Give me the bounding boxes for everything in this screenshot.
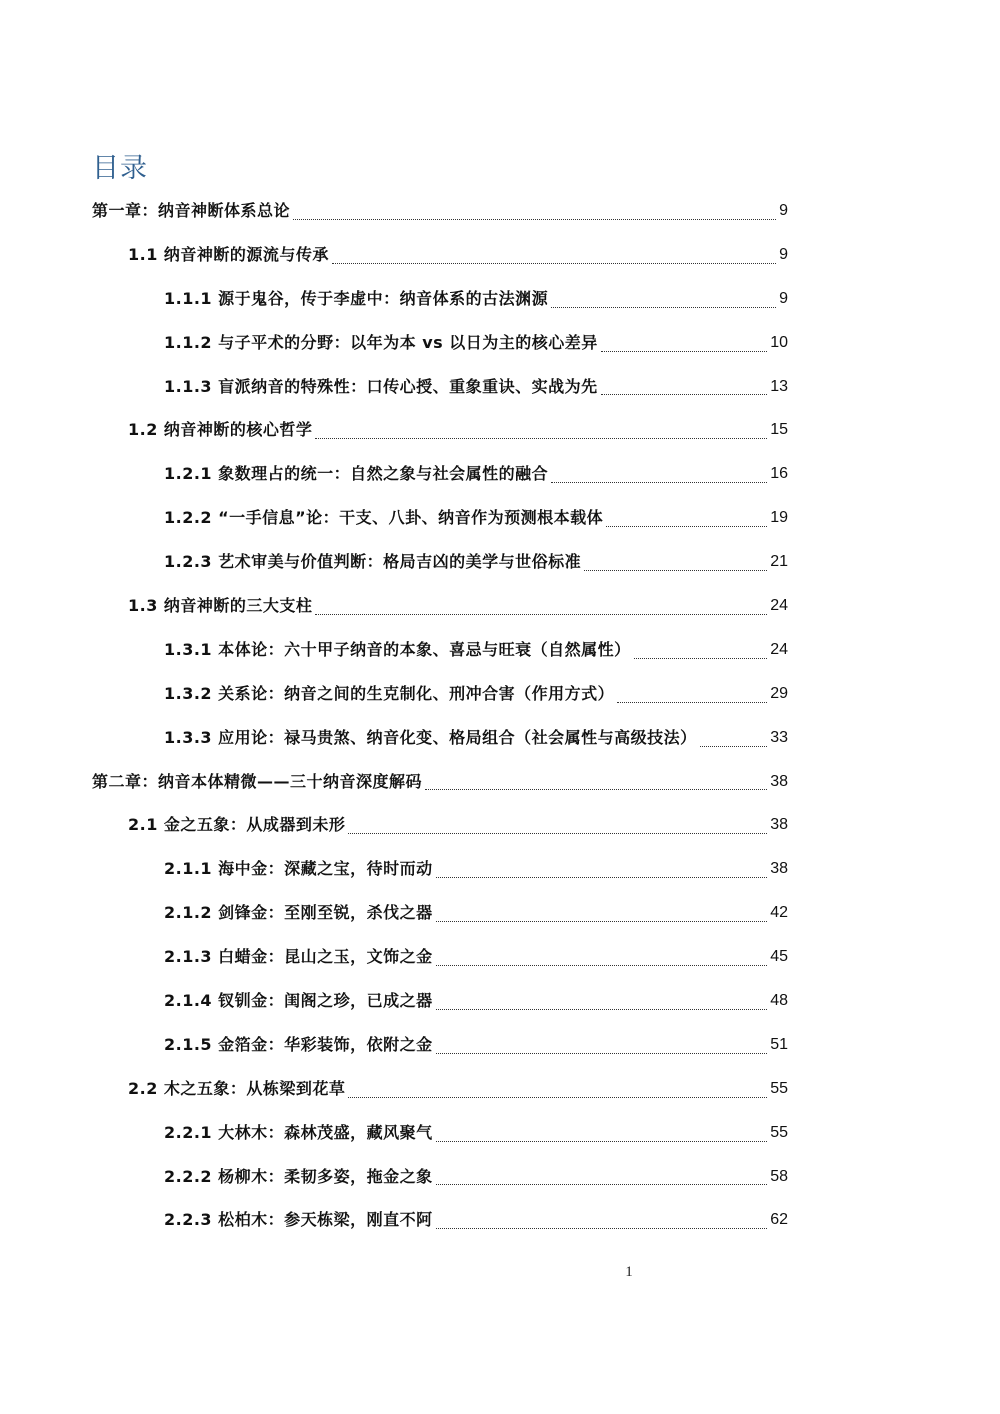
toc-entry[interactable]	[92, 365, 788, 409]
toc-entry-page-number: 10	[770, 333, 788, 351]
dot-leader	[584, 569, 767, 571]
toc-entry-text: 第一章：纳音神断体系总论	[92, 200, 291, 220]
toc-entry-page-number: 55	[770, 1123, 788, 1141]
toc-entry-page-number: 33	[770, 728, 788, 746]
dot-leader	[315, 613, 767, 615]
dot-leader	[700, 745, 768, 747]
dot-leader	[551, 481, 767, 483]
dot-leader	[348, 1096, 767, 1098]
dot-leader	[617, 701, 767, 703]
dot-leader	[436, 1140, 768, 1142]
toc-entry[interactable]	[92, 760, 788, 804]
toc-entry[interactable]	[92, 716, 788, 760]
dot-leader	[425, 788, 767, 790]
toc-entry-text: 2.2.1 大林木：森林茂盛，藏风聚气	[164, 1122, 433, 1142]
dot-leader	[436, 1227, 768, 1229]
toc-entry[interactable]	[92, 452, 788, 496]
toc-entry[interactable]	[92, 935, 788, 979]
toc-entry-text: 2.1.4 钗钏金：闺阁之珍，已成之器	[164, 990, 433, 1010]
toc-entry-page-number: 51	[770, 1035, 788, 1053]
toc-entry[interactable]	[92, 496, 788, 540]
dot-leader	[436, 920, 768, 922]
toc-entry[interactable]	[92, 672, 788, 716]
toc-entry[interactable]	[92, 321, 788, 365]
toc-entry-page-number: 38	[770, 860, 788, 878]
toc-entry-page-number: 9	[779, 245, 788, 263]
toc-entry-page-number: 58	[770, 1167, 788, 1185]
toc-entry-page-number: 9	[779, 201, 788, 219]
toc-entry-page-number: 42	[770, 904, 788, 922]
toc-entry-text: 2.1.3 白蜡金：昆山之玉，文饰之金	[164, 947, 433, 967]
toc-entry-page-number: 24	[770, 640, 788, 658]
dot-leader	[332, 262, 776, 264]
dot-leader	[315, 437, 767, 439]
toc-entry-text: 1.2 纳音神断的核心哲学	[128, 420, 313, 440]
toc-entry-text: 第二章：纳音本体精微——三十纳音深度解码	[92, 771, 423, 791]
dot-leader	[601, 393, 768, 395]
dot-leader	[436, 1183, 768, 1185]
toc-entry-text: 1.1 纳音神断的源流与传承	[128, 244, 329, 264]
toc-entry[interactable]	[92, 803, 788, 847]
toc-entry-page-number: 29	[770, 684, 788, 702]
dot-leader	[436, 1052, 768, 1054]
toc-entry-text: 1.3 纳音神断的三大支柱	[128, 595, 313, 615]
toc-entry[interactable]	[92, 408, 788, 452]
toc-entry[interactable]	[92, 891, 788, 935]
toc-entry[interactable]	[92, 979, 788, 1023]
toc-entry-page-number: 9	[779, 289, 788, 307]
toc-entry-page-number: 16	[770, 465, 788, 483]
dot-leader	[436, 1008, 768, 1010]
toc-entry[interactable]	[92, 540, 788, 584]
toc-entry[interactable]	[92, 189, 788, 233]
toc-entry[interactable]	[92, 1155, 788, 1199]
toc-entry-page-number: 48	[770, 991, 788, 1009]
toc-entry-text: 2.1.1 海中金：深藏之宝，待时而动	[164, 859, 433, 879]
toc-entry[interactable]	[92, 277, 788, 321]
toc-entry[interactable]	[92, 233, 788, 277]
toc-entry-text: 2.2.3 松柏木：参天栋梁，刚直不阿	[164, 1210, 433, 1230]
toc-entry-page-number: 21	[770, 553, 788, 571]
toc-title: 目录	[92, 153, 148, 184]
dot-leader	[293, 218, 776, 220]
toc-entry-page-number: 19	[770, 509, 788, 527]
toc-entry[interactable]	[92, 584, 788, 628]
dot-leader	[634, 657, 768, 659]
toc-entry-page-number: 45	[770, 948, 788, 966]
toc-entry-text: 2.1 金之五象：从成器到未形	[128, 815, 346, 835]
dot-leader	[606, 525, 767, 527]
toc-entry-text: 1.3.3 应用论：禄马贵煞、纳音化变、格局组合（社会属性与高级技法）	[164, 727, 697, 747]
toc-entry-text: 2.1.2 剑锋金：至刚至锐，杀伐之器	[164, 903, 433, 923]
page-number: 1	[625, 1264, 633, 1280]
toc-entry-page-number: 38	[770, 772, 788, 790]
dot-leader	[436, 964, 768, 966]
dot-leader	[551, 306, 776, 308]
toc-entry-page-number: 24	[770, 596, 788, 614]
toc-entry[interactable]	[92, 1067, 788, 1111]
toc-list	[92, 189, 788, 1242]
toc-entry[interactable]	[92, 1023, 788, 1067]
toc-entry-text: 1.2.1 象数理占的统一：自然之象与社会属性的融合	[164, 464, 549, 484]
toc-entry[interactable]	[92, 1198, 788, 1242]
toc-entry-text: 1.2.3 艺术审美与价值判断：格局吉凶的美学与世俗标准	[164, 552, 582, 572]
toc-entry-text: 1.3.1 本体论：六十甲子纳音的本象、喜忌与旺衰（自然属性）	[164, 639, 631, 659]
toc-entry[interactable]	[92, 1111, 788, 1155]
toc-entry[interactable]	[92, 628, 788, 672]
dot-leader	[436, 876, 768, 878]
toc-entry-text: 1.1.3 盲派纳音的特殊性：口传心授、重象重诀、实战为先	[164, 376, 598, 396]
toc-entry-page-number: 15	[770, 421, 788, 439]
toc-entry-text: 1.2.2 “一手信息”论：干支、八卦、纳音作为预测根本载体	[164, 508, 604, 528]
toc-entry-text: 1.1.1 源于鬼谷，传于李虚中：纳音体系的古法渊源	[164, 288, 549, 308]
toc-entry-text: 2.1.5 金箔金：华彩装饰，依附之金	[164, 1034, 433, 1054]
toc-entry-text: 2.2.2 杨柳木：柔韧多姿，拖金之象	[164, 1166, 433, 1186]
toc-entry-page-number: 55	[770, 1079, 788, 1097]
toc-entry-page-number: 38	[770, 816, 788, 834]
dot-leader	[348, 832, 767, 834]
toc-entry-text: 1.3.2 关系论：纳音之间的生克制化、刑冲合害（作用方式）	[164, 683, 615, 703]
dot-leader	[601, 350, 767, 352]
toc-entry-text: 2.2 木之五象：从栋梁到花草	[128, 1078, 346, 1098]
toc-entry-page-number: 62	[770, 1211, 788, 1229]
toc-entry[interactable]	[92, 847, 788, 891]
toc-entry-page-number: 13	[770, 377, 788, 395]
toc-entry-text: 1.1.2 与子平术的分野：以年为本 vs 以日为主的核心差异	[164, 332, 598, 352]
